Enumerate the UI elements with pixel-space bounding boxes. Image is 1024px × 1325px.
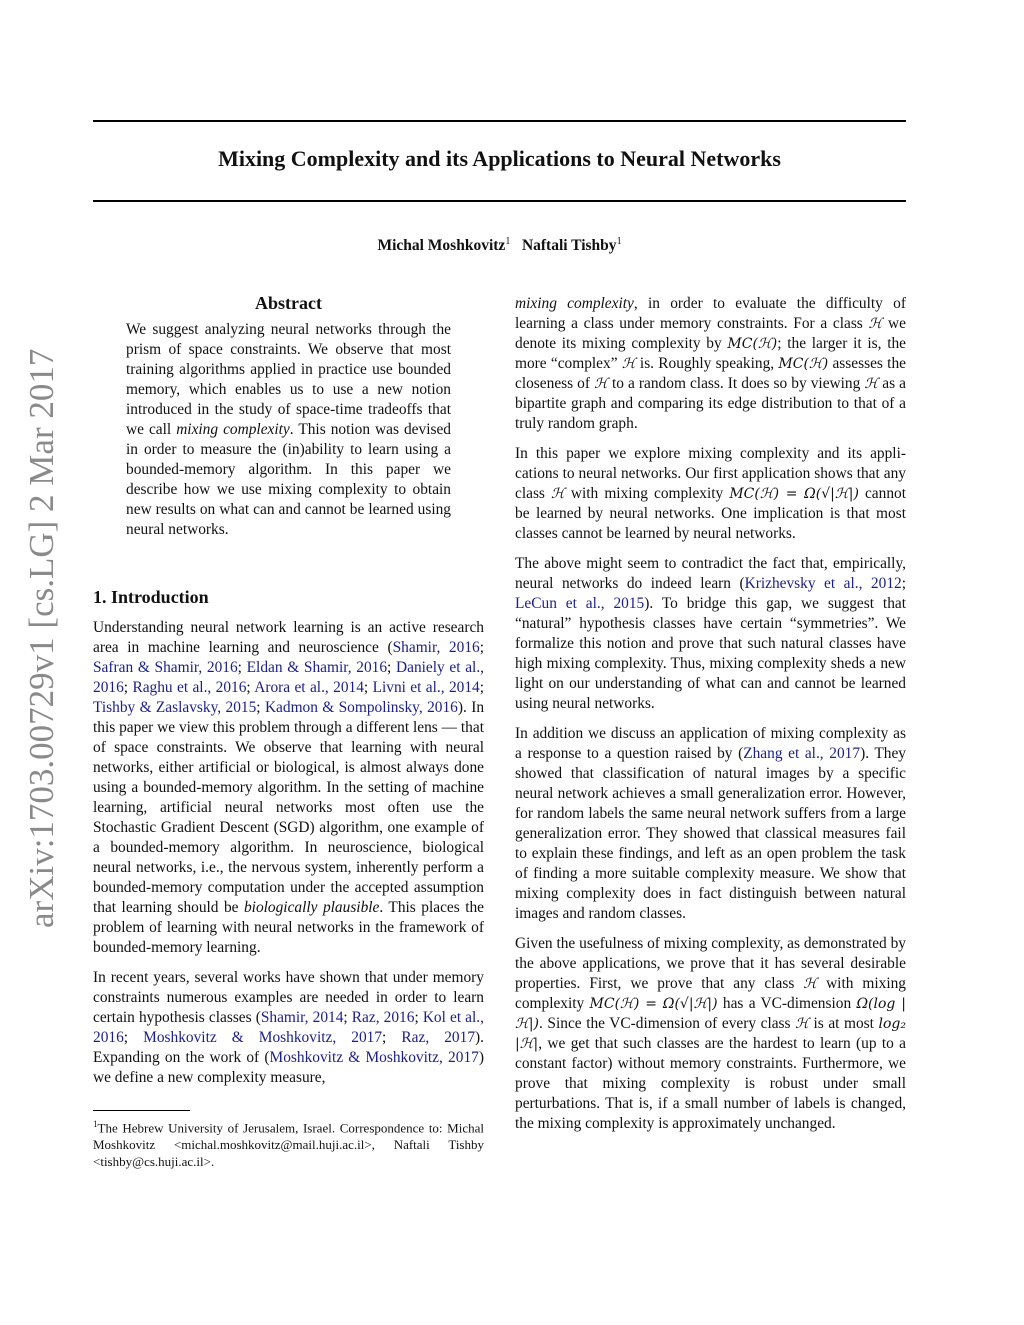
- citation-link[interactable]: LeCun et al., 2015: [515, 595, 645, 612]
- citation-link[interactable]: Kadmon & Sompolinsky, 2016: [264, 699, 458, 716]
- text-run: is. Roughly speaking,: [635, 355, 779, 372]
- text-run: ;: [237, 659, 247, 676]
- citation-link[interactable]: Kol et al., 2016: [93, 1009, 484, 1046]
- text-run: ;: [901, 575, 906, 592]
- author-name: Naftali Tishby: [521, 237, 617, 255]
- text-run: with mixing complexity: [515, 975, 906, 1012]
- citation-link[interactable]: Shamir, 2014: [260, 1009, 344, 1026]
- text-run: ;: [256, 699, 265, 716]
- math-expression: ℋ: [621, 356, 636, 372]
- author-list: [93, 236, 906, 255]
- text-run: ). Expanding on the work of (: [93, 1029, 485, 1066]
- arxiv-stamp: arXiv:1703.00729v1 [cs.LG] 2 Mar 2017: [22, 348, 61, 928]
- emphasis-text: mixing complexity: [176, 421, 290, 438]
- text-run: ). In this paper we view this problem through a different lens — that of space constraints. We observe that learning with neural networks, either artificial or biological, is almost always done using a bounded-memory algorithm. In the setting of machine learning, artificial neural networks most often use the Stochastic Gradient Descent (SGD) algorithm, one example of a bounded-memory algorithm. In neuroscience, biological neural networks, i.e., the nervous system, inherently perform a bounded-memory computation under the accepted assumption that learning should be: [93, 699, 485, 916]
- citation-link[interactable]: Arora et al., 2014: [254, 679, 364, 696]
- paragraph: [515, 294, 906, 434]
- text-run: Given the usefulness of mixing complexity, as demonstrated by the above applications, we prove that it has several desirable properties. First, we prove that any class: [515, 935, 906, 992]
- citation-link[interactable]: Safran & Shamir, 2016: [93, 659, 238, 676]
- text-run: ;: [414, 1009, 423, 1026]
- text-run: . This places the problem of learning with neural networks in the framework of bounded-memory learning.: [93, 899, 484, 956]
- citation-link[interactable]: Krizhevsky et al., 2012: [744, 575, 902, 592]
- text-run: ;: [382, 1029, 402, 1046]
- affiliation-mark: 1: [616, 236, 622, 247]
- paragraph: [515, 724, 906, 924]
- text-run: as a bipartite graph and comparing its edge distribution to that of a truly random graph.: [515, 375, 906, 432]
- paragraph: [515, 554, 906, 714]
- text-run: The above might seem to contradict the fact that, empirically, neural networks do indeed learn (: [515, 555, 906, 592]
- text-run: ;: [343, 1009, 352, 1026]
- text-run: In addition we discuss an application of mixing complexity as a response to a question raised by (: [515, 725, 906, 762]
- text-run: is at most: [808, 1015, 879, 1032]
- citation-link[interactable]: Raz, 2017: [401, 1029, 476, 1046]
- citation-link[interactable]: Eldan & Shamir, 2016: [246, 659, 388, 676]
- text-run: ;: [479, 679, 485, 696]
- text-run: ;: [123, 679, 133, 696]
- citation-link[interactable]: Livni et al., 2014: [372, 679, 480, 696]
- text-run: ;: [123, 1029, 144, 1046]
- text-run: has a VC-dimension: [717, 995, 857, 1012]
- math-expression: MC(ℋ): [778, 356, 829, 372]
- text-run: ;: [246, 679, 255, 696]
- text-run: we denote its mixing complexity by: [515, 315, 906, 352]
- text-run: to a random class. It does so by viewing: [607, 375, 865, 392]
- abstract-heading: Abstract: [255, 293, 322, 313]
- affiliation-mark: 1: [505, 236, 511, 247]
- math-expression: MC(ℋ) = Ω(√|ℋ|): [589, 996, 718, 1012]
- math-expression: MC(ℋ) = Ω(√|ℋ|): [729, 486, 859, 502]
- text-run: . This notion was devised in order to measure the (in)ability to learn using a bounded-memory algorithm. In this paper we describe how we use mixing complexity to obtain new results on what can and cannot be learned using neural networks.: [126, 421, 451, 538]
- author-name: Michal Moshkovitz: [377, 237, 506, 255]
- title-top-rule: [93, 120, 906, 122]
- citation-link[interactable]: Raghu et al., 2016: [132, 679, 247, 696]
- text-run: ). To bridge this gap, we suggest that “natural” hypothesis classes have certain “symmetries”. We formalize this notion and prove that such natural classes have high mixing complexity. Thus, mixing complexity sheds a new light on our understanding of what can and cannot be learned using neural networks.: [515, 595, 906, 712]
- text-run: , we get that such classes are the hardest to learn (up to a constant factor) without memory constraints. Furthermore, we prove that mixing complexity is robust under small perturbations. That is, if a small number of labels is changed, the mixing complexity is approximately unchanged.: [515, 1035, 906, 1132]
- citation-link[interactable]: Moshkovitz & Moshkovitz, 2017: [269, 1049, 479, 1066]
- text-run: cannot be learned by neural networks. One implication is that most classes cannot be learned by neural networks.: [515, 485, 906, 542]
- math-expression: ℋ: [803, 976, 818, 992]
- math-expression: ℋ: [795, 1016, 809, 1032]
- title-bottom-rule: [93, 200, 906, 202]
- text-run: . Since the VC-dimension of every class: [539, 1015, 796, 1032]
- footnote-text: The Hebrew University of Jerusalem, Israel. Correspondence to: Michal Moshkovitz <michal.moshkovitz@mail.huji.ac.il>, Naftali Tishby <tishby@cs.huji.ac.il>.: [93, 1120, 484, 1170]
- citation-link[interactable]: Tishby & Zaslavsky, 2015: [93, 699, 257, 716]
- text-run: assesses the closeness of: [515, 355, 906, 392]
- paper-title: Mixing Complexity and its Applications to Neural Networks: [218, 146, 781, 171]
- footnote: [93, 1116, 484, 1170]
- footnote-mark: 1: [93, 1119, 98, 1129]
- citation-link[interactable]: Shamir, 2016: [392, 639, 480, 656]
- text-run: We suggest analyzing neural networks through the prism of space constraints. We observe that most training algorithms applied in practice use bounded memory, which enables us to use a new notion introduced in the study of space-time tradeoffs that we call: [126, 321, 451, 438]
- math-expression: ℋ: [864, 376, 879, 392]
- citation-link[interactable]: Daniely et al., 2016: [93, 659, 485, 696]
- text-run: In recent years, several works have shown that under memory constraints numerous examples are needed in order to learn certain hypothesis classes (: [93, 969, 484, 1026]
- text-run: ;: [479, 639, 484, 656]
- math-expression: Ω(log |ℋ|): [515, 996, 906, 1032]
- text-run: , in order to evaluate the difficulty of learning a class under memory constraints. For a class: [515, 295, 906, 332]
- text-run: ;: [387, 659, 397, 676]
- citation-link[interactable]: Zhang et al., 2017: [743, 745, 861, 762]
- text-run: ; the larger it is, the more “complex”: [515, 335, 906, 372]
- text-run: with mixing complexity: [564, 485, 730, 502]
- text-run: ) we define a new complexity measure,: [93, 1049, 484, 1086]
- paragraph: [93, 968, 484, 1088]
- footnote-rule: [93, 1110, 190, 1111]
- text-run: ;: [363, 679, 373, 696]
- section-heading-introduction: 1. Introduction: [93, 587, 209, 607]
- math-expression: ℋ: [594, 376, 608, 392]
- emphasis-text: mixing complexity: [515, 295, 634, 312]
- left-column: [93, 292, 484, 1098]
- text-run: Understanding neural network learning is an active research area in machine learning and neuroscience (: [93, 619, 484, 656]
- emphasis-text: biologically plausible: [243, 899, 380, 916]
- paragraph: [515, 934, 906, 1134]
- math-expression: MC(ℋ): [727, 336, 778, 352]
- math-expression: log₂ |ℋ|: [515, 1016, 906, 1052]
- right-column: [515, 294, 906, 1144]
- paragraph: [515, 444, 906, 544]
- abstract-body: [126, 320, 451, 540]
- text-run: ). They showed that classification of natural images by a specific neural network achieves a small generalization error. However, for random labels the same neural network suffers from a large generalization error. They showed that classical measures fail to explain these findings, and left as an open problem the task of finding a more suitable complexity measure. We show that mixing complexity does in fact distinguish between natural images and random classes.: [515, 745, 906, 922]
- math-expression: ℋ: [550, 486, 565, 502]
- text-run: In this paper we explore mixing complexity and its applications to neural networks. Our first application shows that any class: [515, 445, 906, 502]
- citation-link[interactable]: Raz, 2016: [351, 1009, 415, 1026]
- citation-link[interactable]: Moshkovitz & Moshkovitz, 2017: [143, 1029, 383, 1046]
- paragraph: [93, 618, 484, 958]
- math-expression: ℋ: [868, 316, 883, 332]
